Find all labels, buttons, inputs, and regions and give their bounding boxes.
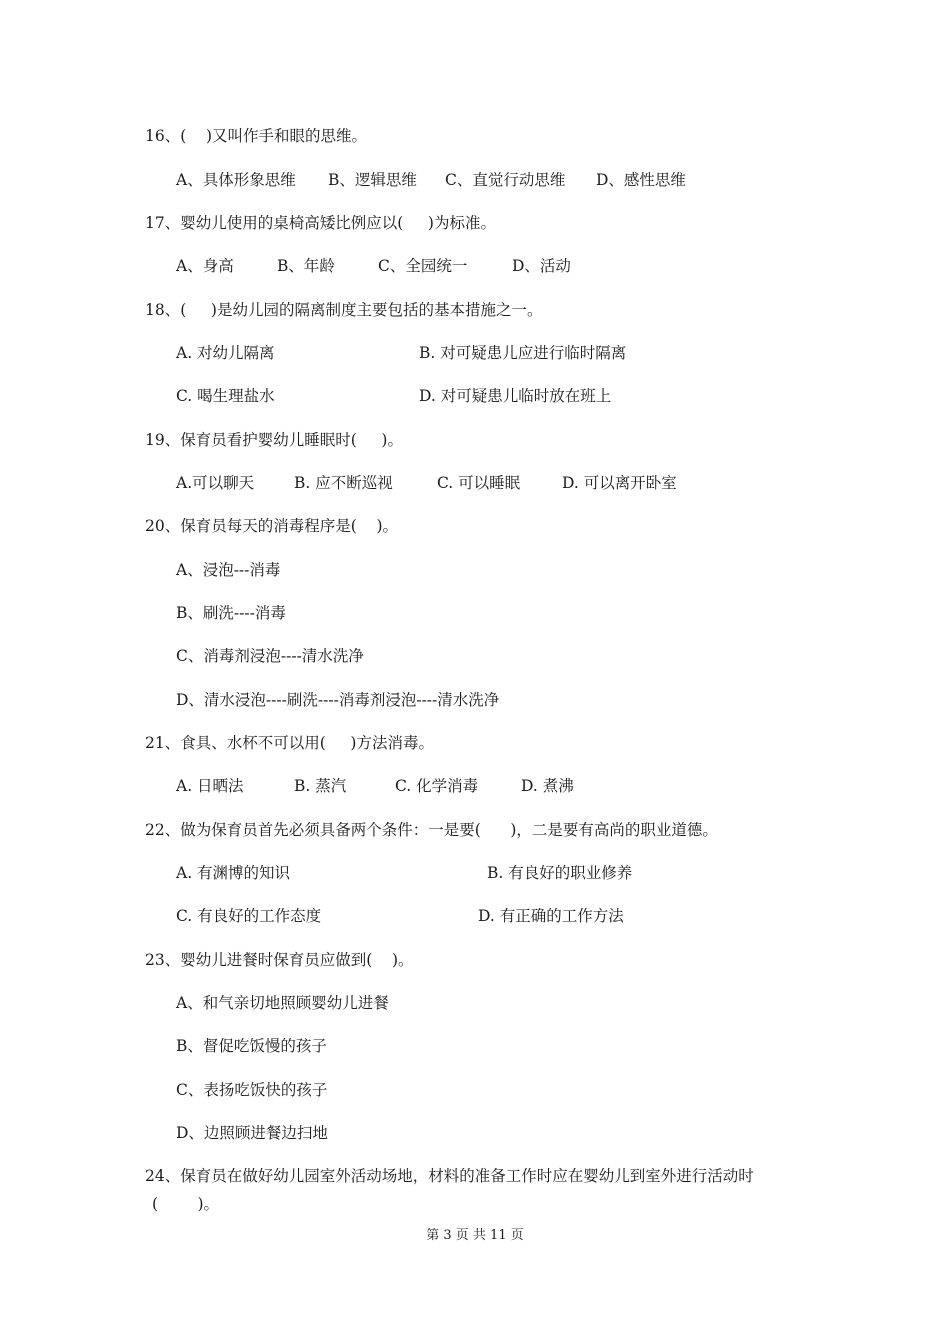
question-17: 17、婴幼儿使用的桌椅高矮比例应以( )为标准。 xyxy=(145,214,496,232)
q21-option-d: D. 煮沸 xyxy=(521,777,574,795)
question-23: 23、婴幼儿进餐时保育员应做到( )。 xyxy=(145,951,414,969)
question-21: 21、食具、水杯不可以用( )方法消毒。 xyxy=(145,734,434,752)
q19-option-b: B. 应不断巡视 xyxy=(294,474,393,492)
q22-option-c: C. 有良好的工作态度 xyxy=(176,907,322,925)
q20-option-d: D、清水浸泡----刷洗----消毒剂浸泡----清水洗净 xyxy=(176,691,500,709)
q20-option-c: C、消毒剂浸泡----清水洗净 xyxy=(176,647,364,665)
q17-option-a: A、身高 xyxy=(176,257,234,275)
question-24-continuation: ( )。 xyxy=(152,1195,220,1213)
q16-option-a: A、具体形象思维 xyxy=(176,171,296,189)
q18-option-b: B. 对可疑患儿应进行临时隔离 xyxy=(419,344,627,362)
q16-option-c: C、直觉行动思维 xyxy=(445,171,566,189)
q21-option-b: B. 蒸汽 xyxy=(294,777,347,795)
question-16: 16、( )又叫作手和眼的思维。 xyxy=(145,127,368,145)
q20-option-a: A、浸泡---消毒 xyxy=(176,561,281,579)
q23-option-c: C、表扬吃饭快的孩子 xyxy=(176,1081,328,1099)
q22-option-a: A. 有渊博的知识 xyxy=(176,864,291,882)
q23-option-b: B、督促吃饭慢的孩子 xyxy=(176,1037,327,1055)
q16-option-b: B、逻辑思维 xyxy=(328,171,417,189)
q19-option-c: C. 可以睡眠 xyxy=(437,474,521,492)
page-footer: 第 3 页 共 11 页 xyxy=(426,1228,524,1243)
q17-option-c: C、全园统一 xyxy=(378,257,468,275)
q23-option-d: D、边照顾进餐边扫地 xyxy=(176,1124,328,1142)
q17-option-d: D、活动 xyxy=(512,257,571,275)
question-18: 18、( )是幼儿园的隔离制度主要包括的基本措施之一。 xyxy=(145,301,543,319)
q22-option-d: D. 有正确的工作方法 xyxy=(478,907,624,925)
q18-option-c: C. 喝生理盐水 xyxy=(176,387,275,405)
q18-option-d: D. 对可疑患儿临时放在班上 xyxy=(419,387,612,405)
q19-option-d: D. 可以离开卧室 xyxy=(562,474,677,492)
question-24: 24、保育员在做好幼儿园室外活动场地，材料的准备工作时应在婴幼儿到室外进行活动时 xyxy=(145,1167,754,1185)
q16-option-d: D、感性思维 xyxy=(596,171,686,189)
q22-option-b: B. 有良好的职业修养 xyxy=(487,864,633,882)
q19-option-a: A.可以聊天 xyxy=(176,474,255,492)
question-22: 22、做为保育员首先必须具备两个条件：一是要( )，二是要有高尚的职业道德。 xyxy=(145,821,718,839)
question-19: 19、保育员看护婴幼儿睡眠时( )。 xyxy=(145,431,403,449)
question-20: 20、保育员每天的消毒程序是( )。 xyxy=(145,517,399,535)
q18-option-a: A. 对幼儿隔离 xyxy=(176,344,275,362)
q17-option-b: B、年龄 xyxy=(277,257,335,275)
q21-option-c: C. 化学消毒 xyxy=(395,777,479,795)
q21-option-a: A. 日晒法 xyxy=(176,777,244,795)
q20-option-b: B、刷洗----消毒 xyxy=(176,604,286,622)
q23-option-a: A、和气亲切地照顾婴幼儿进餐 xyxy=(176,994,389,1012)
